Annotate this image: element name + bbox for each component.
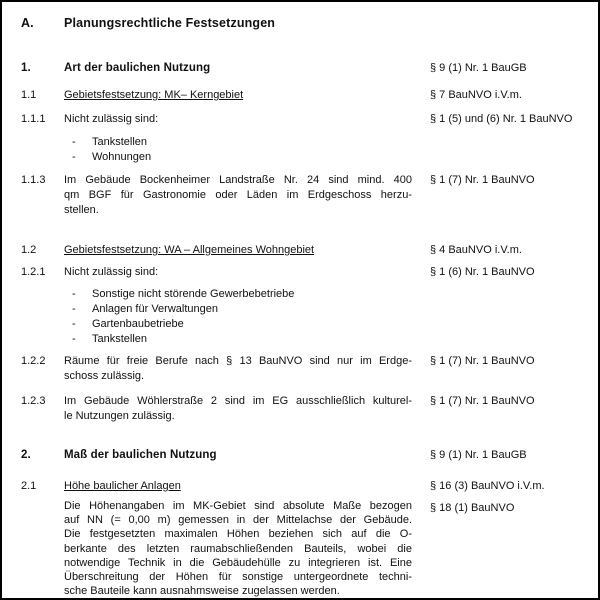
- section-title: Art der baulichen Nutzung: [64, 62, 211, 74]
- bullet-label: Anlagen für Verwaltungen: [92, 303, 218, 315]
- bullet-item: [72, 150, 412, 165]
- body-line: auf NN (= 0,00 m) gemessen in der Mittelachse der Gebäude.: [64, 514, 412, 527]
- bullet-dash: -: [72, 151, 76, 163]
- legal-reference: § 1 (7) Nr. 1 BauNVO: [430, 355, 535, 367]
- bullet-dash: -: [72, 303, 76, 315]
- body-line: Überschreitung der Höhen für sonstige untergeordnete techni-: [64, 571, 412, 584]
- body-line: Im Gebäude Bockenheimer Landstraße Nr. 24 sind mind. 400: [64, 174, 412, 186]
- section-body: [64, 173, 412, 218]
- legal-reference: § 9 (1) Nr. 1 BauGB: [430, 62, 527, 74]
- body-line: le Nutzungen zulässig.: [64, 410, 175, 422]
- section-number: 1.: [21, 62, 31, 74]
- section-number: 2.: [21, 449, 31, 461]
- bullet-label: Gartenbaubetriebe: [92, 318, 184, 330]
- section-body: [64, 394, 412, 424]
- bullet-dash: -: [72, 136, 76, 148]
- section-number: 1.1: [21, 89, 37, 101]
- body-line: Die Höhenangaben im MK-Gebiet sind absolute Maße bezogen: [64, 500, 412, 512]
- section-heading-underlined: Gebietsfestsetzung: MK– Kerngebiet: [64, 89, 244, 101]
- body-line: Im Gebäude Wöhlerstraße 2 sind im EG ausschließlich kulturel-: [64, 395, 412, 407]
- legal-reference: § 4 BauNVO i.V.m.: [430, 244, 522, 256]
- bullet-item: [72, 287, 412, 302]
- section-heading-underlined: Höhe baulicher Anlagen: [64, 480, 181, 492]
- section-title: Maß der baulichen Nutzung: [64, 449, 217, 461]
- legal-reference: § 1 (6) Nr. 1 BauNVO: [430, 266, 535, 278]
- section-number: 1.2.2: [21, 355, 46, 367]
- bullet-item: [72, 317, 412, 332]
- body-line: sche Bauteile kann ausnahmsweise zugelassen werden.: [64, 585, 340, 598]
- section-body: [64, 499, 412, 598]
- bullet-label: Wohnungen: [92, 151, 152, 163]
- legal-reference: § 1 (5) und (6) Nr. 1 BauNVO: [430, 113, 573, 125]
- legal-reference: § 1 (7) Nr. 1 BauNVO: [430, 395, 535, 407]
- header-number: A.: [21, 16, 34, 30]
- body-line: Räume für freie Berufe nach § 13 BauNVO sind nur im Erdge-: [64, 355, 412, 367]
- bullet-dash: -: [72, 288, 76, 300]
- body-line: qm BGF für Gastronomie oder Läden im Erdgeschoss herzu-: [64, 189, 412, 201]
- section-number: 1.1.1: [21, 113, 46, 125]
- legal-reference: § 9 (1) Nr. 1 BauGB: [430, 449, 527, 461]
- section-heading-underlined: Gebietsfestsetzung: WA – Allgemeines Wohngebiet: [64, 244, 315, 256]
- section-text: Nicht zulässig sind:: [64, 266, 159, 278]
- header-title: Planungsrechtliche Festsetzungen: [64, 16, 276, 30]
- bullet-dash: -: [72, 333, 76, 345]
- section-number: 2.1: [21, 480, 37, 492]
- legal-reference: § 18 (1) BauNVO: [430, 502, 515, 514]
- body-line: schoss zulässig.: [64, 370, 145, 382]
- bullet-dash: -: [72, 318, 76, 330]
- section-number: 1.2: [21, 244, 37, 256]
- bullet-label: Sonstige nicht störende Gewerbebetriebe: [92, 288, 295, 300]
- body-line: notwendige Technik in die Gebäudehülle zu integrieren ist. Eine: [64, 556, 412, 569]
- legal-reference: § 16 (3) BauNVO i.V.m.: [430, 480, 545, 492]
- section-body: [64, 354, 412, 384]
- body-line: berkante des letzten raumabschließenden Bauteils, wobei die: [64, 542, 412, 555]
- bullet-item: [72, 302, 412, 317]
- bullet-label: Tankstellen: [92, 136, 148, 148]
- body-line: stellen.: [64, 204, 99, 216]
- legal-reference: § 7 BauNVO i.V.m.: [430, 89, 522, 101]
- section-number: 1.1.3: [21, 174, 46, 186]
- section-number: 1.2.1: [21, 266, 46, 278]
- section-number: 1.2.3: [21, 395, 46, 407]
- section-text: Nicht zulässig sind:: [64, 113, 159, 125]
- bullet-label: Tankstellen: [92, 333, 148, 345]
- legal-reference: § 1 (7) Nr. 1 BauNVO: [430, 174, 535, 186]
- bullet-item: [72, 135, 412, 150]
- body-line: Die festgesetzten maximalen Höhen beziehen sich auf die O-: [64, 528, 412, 541]
- bullet-item: [72, 332, 412, 347]
